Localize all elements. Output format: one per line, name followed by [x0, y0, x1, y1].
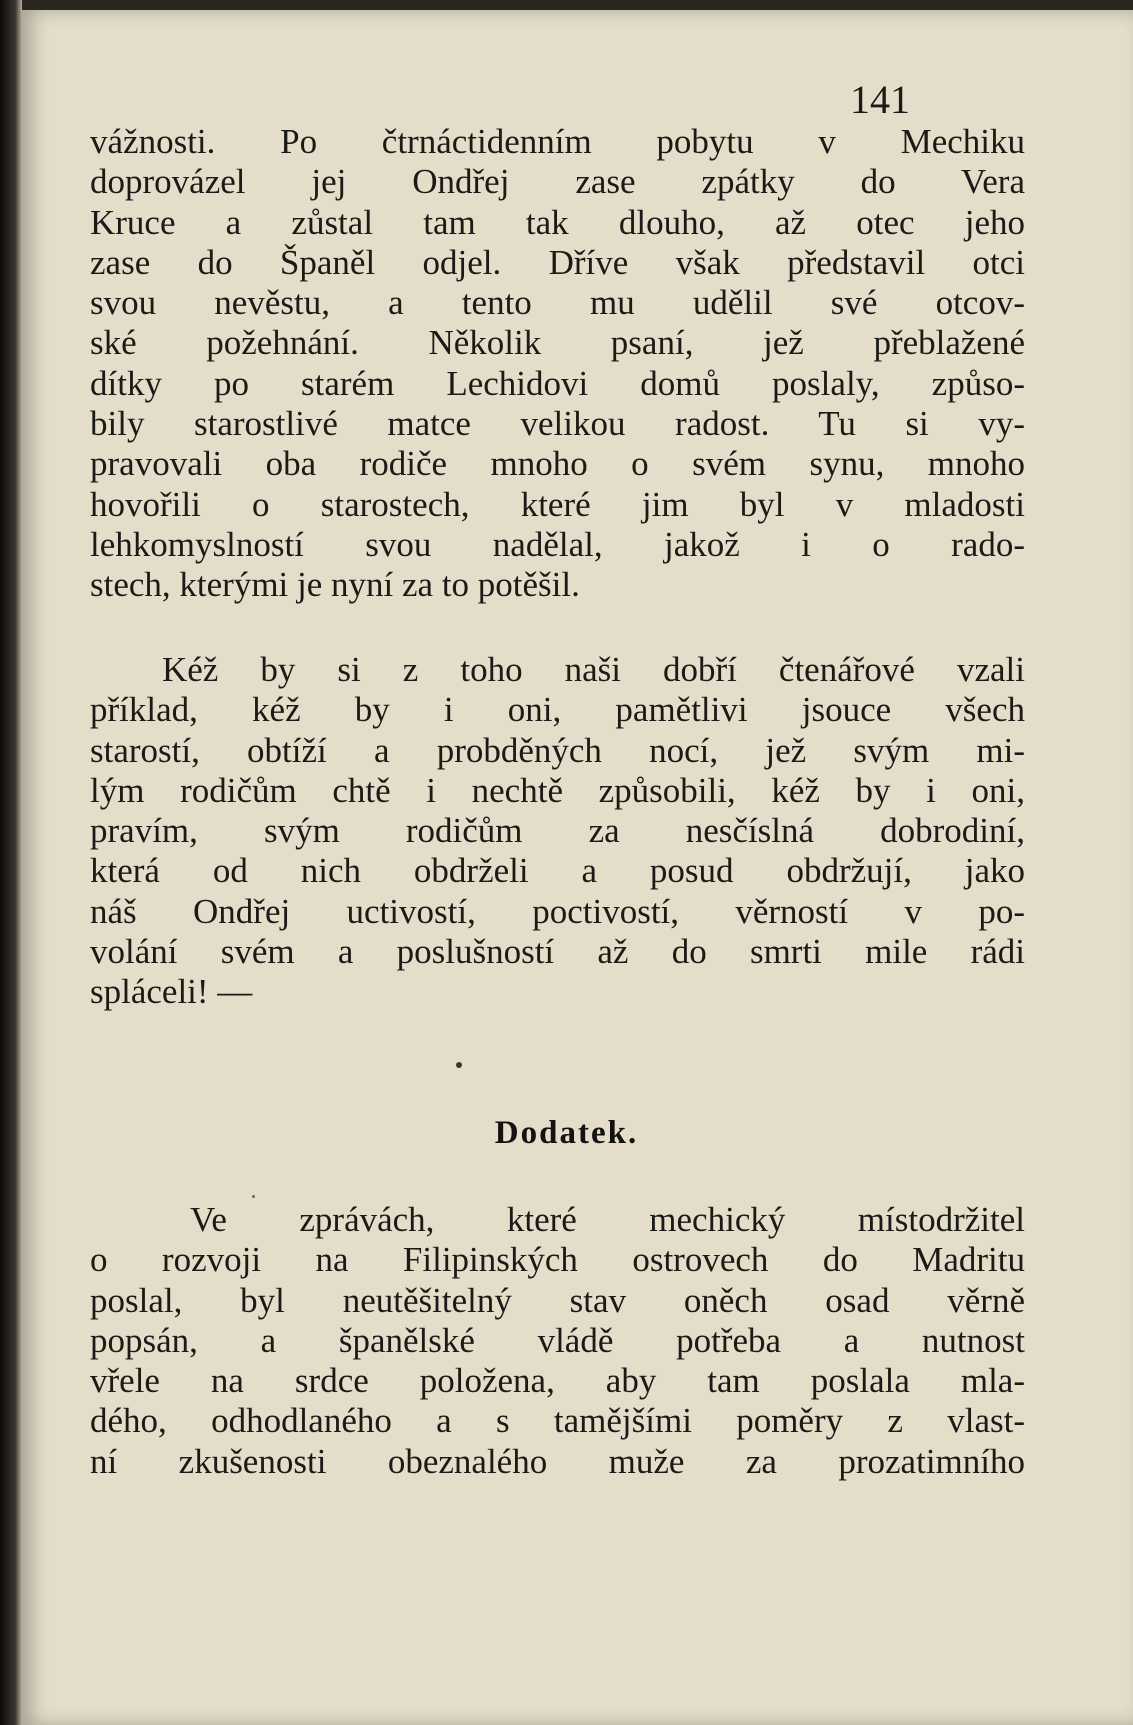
text-line: hovořili o starostech, které jim byl v mladosti	[90, 484, 1025, 524]
page-number: 141	[850, 77, 910, 122]
text-line: dítky po starém Lechidovi domů poslaly, způso-	[90, 363, 1025, 403]
text-line: poslal, byl neutěšitelný stav oněch osad věrně	[90, 1280, 1025, 1320]
paragraph-2	[90, 650, 1025, 1013]
text-line: Kruce a zůstal tam tak dlouho, až otec jeho	[90, 202, 1025, 242]
section-heading: Dodatek.	[494, 1115, 639, 1151]
text-line: spláceli! —	[90, 972, 253, 1012]
text-line: příklad, kéž by i oni, pamětlivi jsouce všech	[90, 690, 1025, 730]
text-line: vážnosti. Po čtrnáctidenním pobytu v Mechiku	[90, 122, 1025, 161]
paragraph-1	[90, 122, 1025, 606]
text-line: starostí, obtíží a probděných nocí, jež svým mi-	[90, 730, 1025, 770]
text-line: Ve zprávách, které mechický místodržitel	[190, 1200, 1025, 1239]
text-line: náš Ondřej uctivostí, poctivostí, věrností v po-	[90, 891, 1025, 931]
text-line: pravovali oba rodiče mnoho o svém synu, mnoho	[90, 444, 1025, 484]
text-line: volání svém a poslušností až do smrti mile rádi	[90, 932, 1025, 972]
text-line: ské požehnání. Několik psaní, jež přeblažené	[90, 323, 1025, 363]
text-line: pravím, svým rodičům za nesčíslná dobrodiní,	[90, 811, 1025, 851]
text-line: Kéž by si z toho naši dobří čtenářové vzali	[162, 650, 1025, 689]
text-line: lehkomyslností svou nadělal, jakož i o rado-	[90, 524, 1025, 564]
text-line: vřele na srdce položena, aby tam poslala mla-	[90, 1361, 1025, 1401]
text-line: lým rodičům chtě i nechtě způsobili, kéž by i oni,	[90, 770, 1025, 810]
text-line: dého, odhodlaného a s tamějšími poměry z vlast-	[90, 1401, 1025, 1441]
text-line: zase do Španěl odjel. Dříve však představil otci	[90, 242, 1025, 282]
text-line: popsán, a španělské vládě potřeba a nutnost	[90, 1320, 1025, 1360]
decorative-dot	[456, 1062, 462, 1068]
text-line: svou nevěstu, a tento mu udělil své otcov-	[90, 283, 1025, 323]
text-line: bily starostlivé matce velikou radost. Tu si vy-	[90, 404, 1025, 444]
text-line: která od nich obdrželi a posud obdržují, jako	[90, 851, 1025, 891]
text-line: doprovázel jej Ondřej zase zpátky do Vera	[90, 162, 1025, 202]
text-line: stech, kterými je nyní za to potěšil.	[90, 565, 580, 605]
text-line: o rozvoji na Filipinských ostrovech do Madritu	[90, 1240, 1025, 1280]
book-spine	[0, 0, 22, 1725]
text-line: ní zkušenosti obeznalého muže za prozatimního	[90, 1441, 1025, 1481]
decorative-dot	[252, 1195, 255, 1198]
paragraph-3	[90, 1200, 1025, 1482]
